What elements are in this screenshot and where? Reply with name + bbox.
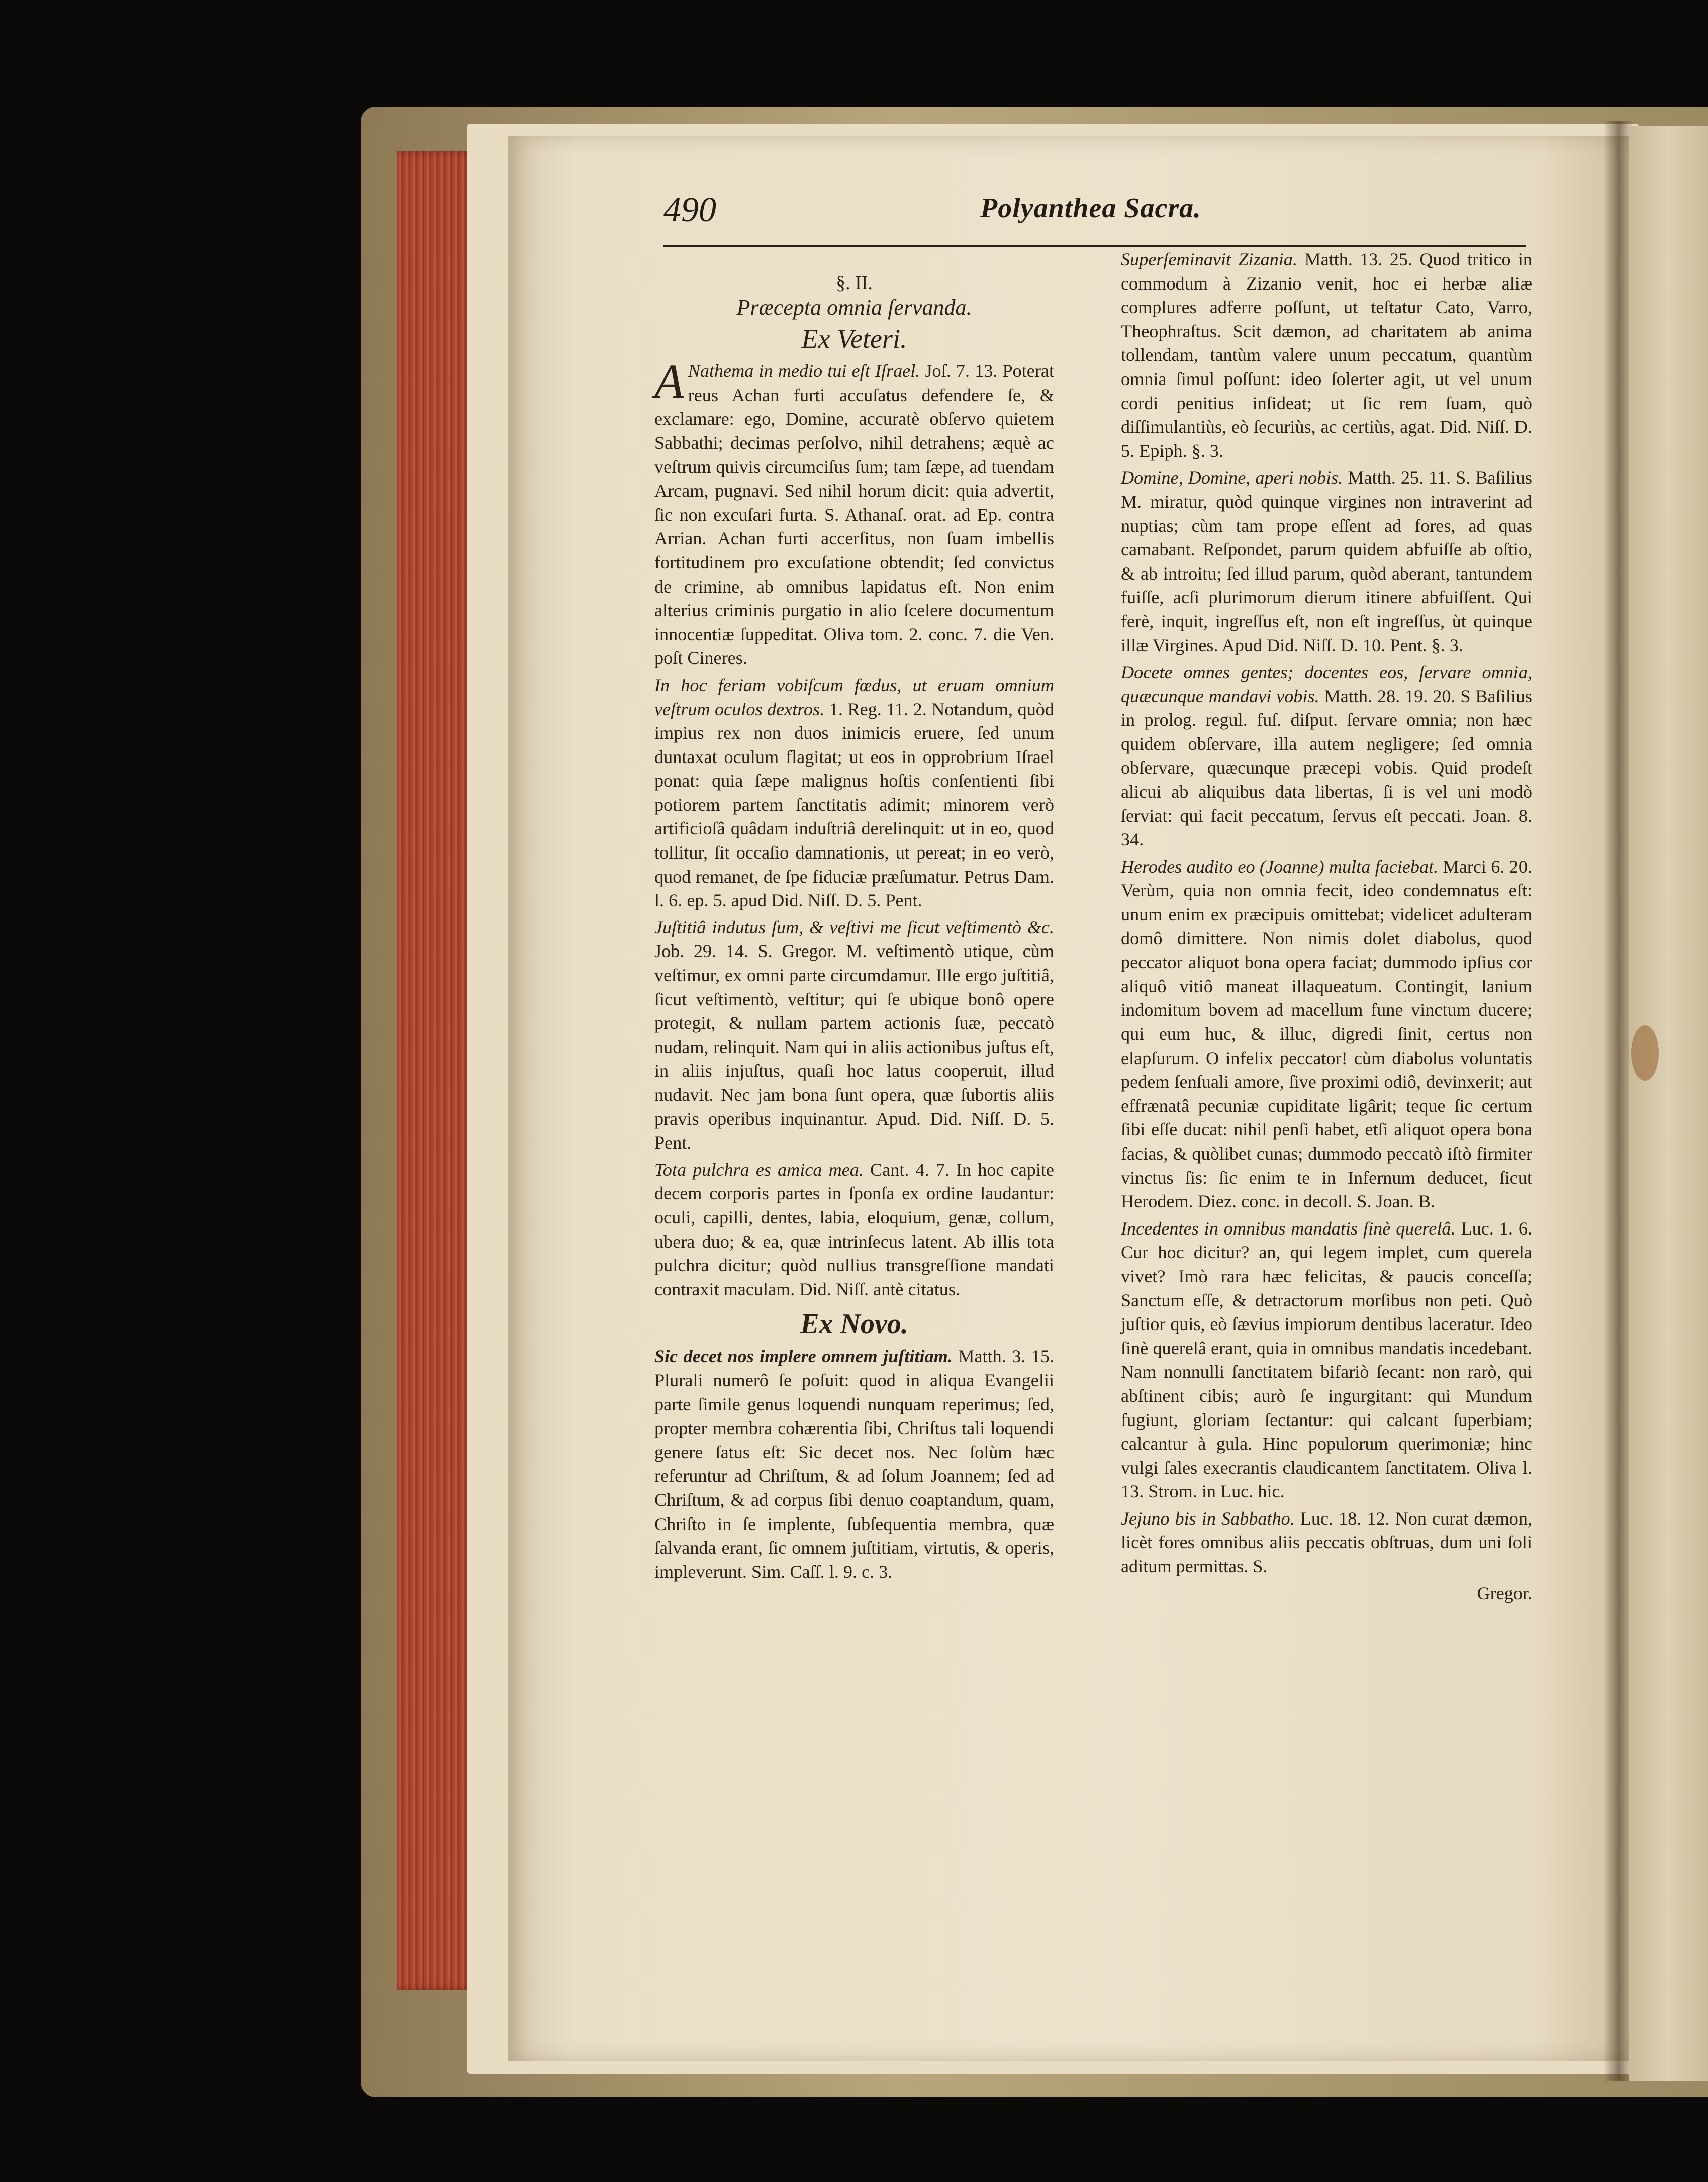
section-title: Præcepta omnia ſervanda. bbox=[736, 295, 972, 320]
catchword: Gregor. bbox=[1477, 1583, 1532, 1603]
commentary: Luc. 18. 12. Non curat dæmon, licèt fores omnibus aliis peccatis obſtruas, dum uni ſoli aditum permittas. S. bbox=[1121, 1508, 1532, 1577]
paragraph bbox=[1121, 855, 1532, 1214]
paragraph bbox=[654, 1158, 1054, 1302]
page-edges bbox=[397, 151, 478, 1990]
paragraph bbox=[1121, 1217, 1532, 1504]
paragraph bbox=[1121, 660, 1532, 852]
heading-ex-novo: Ex Novo. bbox=[800, 1308, 908, 1340]
scripture-quote: Herodes audito eo (Joanne) multa faciebat. bbox=[1121, 856, 1439, 877]
commentary: Luc. 1. 6. Cur hoc dicitur? an, qui legem implet, cum querela vivet? Imò rara hæc felicitas, & paucis conceſſa; Sanctum eſſe, & detractorum morſibus non peti. Quò juſtior quis, eò ſævius impiorum dentibus laceratur. Ideo ſinè querelâ erant, quia in omnibus mandatis incedebant. Nam nonnulli ſanctitatem bifariò ſecant: non rarò, qui abſtinent cibis; aurò ſe ingurgitant: qui Mundum fugiunt, gloriam ſectantur: qui calcant ſuperbiam; calcantur à gula. Hinc populorum querimoniæ; hinc vulgi ſales execrantis claudicantem ſanctitatem. Oliva l. 13. Strom. in Luc. hic. bbox=[1121, 1218, 1533, 1502]
scripture-quote: Tota pulchra es amica mea. bbox=[654, 1159, 864, 1180]
section-number: §. II. bbox=[836, 272, 873, 294]
paragraph bbox=[654, 354, 1054, 671]
commentary: Matth. 25. 11. S. Baſilius M. miratur, quòd quinque virgines non intraverint ad nuptias; cùm tam prope eſſent ad fores, ad quas camabant. Reſpondet, parum quidem abfuiſſe ab oſtio, & ab introitu; ſed illud parum, quòd aberant, tantundem fuiſſe, acſi plurimorum dierum itinere abfuiſſent. Qui ferè, inquit, ingreſſus eſt, non eſt ingreſſus, ùt quinque illæ Virgines. Apud Did. Niſſ. D. 10. Pent. §. 3. bbox=[1121, 467, 1532, 655]
scripture-quote: Nathema in medio tui eſt Iſrael. bbox=[688, 361, 920, 382]
paragraph bbox=[654, 1345, 1054, 1584]
scripture-quote: Superſeminavit Zizania. bbox=[1121, 249, 1298, 269]
left-column bbox=[654, 271, 1054, 1587]
paragraph bbox=[654, 916, 1054, 1155]
scripture-quote: Juſtitiâ indutus ſum, & veſtivi me ſicut veſtimentò &c. bbox=[654, 917, 1054, 937]
drop-cap: A bbox=[654, 354, 684, 409]
heading-ex-veteri: Ex Veteri. bbox=[801, 324, 907, 354]
right-column bbox=[1121, 248, 1532, 1605]
commentary: Matth. 13. 25. Quod tritico in commodum à Zizanio venit, hoc ei herbæ aliæ complures adferre poſſunt, ut teſtatur Cato, Varro, Theophraſtus. Scit dæmon, ad charitatem ab anima tollendam, tantùm valere unum peccatum, quantùm omnia ſimul poſſunt: ideo ſolerter agit, ut vel unum cordi penitius inſideat; ut ſic rem ſuam, quò diſſimulantiùs, eò ſecuriùs, ac certiùs, agat. Did. Niſſ. D. 5. Epiph. §. 3. bbox=[1121, 249, 1532, 461]
paragraph bbox=[654, 674, 1054, 913]
paragraph bbox=[1121, 466, 1532, 657]
paragraph bbox=[1121, 1507, 1532, 1579]
scripture-quote: In hoc feriam vobiſcum fœdus, ut eruam omnium veſtrum oculos dextros. bbox=[654, 675, 1054, 719]
commentary: Cant. 4. 7. In hoc capite decem corporis partes in ſponſa ex ordine laudantur: oculi, capilli, dentes, labia, eloquium, genæ, collum, ubera duo; & ea, quæ intrinſecus latent. Ab illis tota pulchra dicitur; quòd nullius transgreſſione mandati contraxit maculam. Did. Niſſ. antè citatus. bbox=[654, 1159, 1054, 1299]
page-number: 490 bbox=[663, 191, 716, 229]
page-stain bbox=[1631, 1025, 1659, 1081]
paragraph bbox=[1121, 248, 1532, 463]
commentary: Joſ. 7. 13. Poterat reus Achan furti accuſatus defendere ſe, & exclamare: ego, Domine, accuratè obſervo quietem Sabbathi; decimas perſolvo, nihil detrahens; æquè ac veſtrum quivis circumciſus ſum; tam ſæpe, ad tuendam Arcam, pugnavi. Sed nihil horum dicit: quia advertit, ſic non excuſari furta. S. Athanaſ. orat. ad Ep. contra Arrian. Achan furti accerſitus, non ſuam imbellis fortitudinem pro excuſatione obtendit; ſed convictus de crimine, ab omnibus lapidatus eſt. Non enim alterius criminis purgatio in alio ſcelere documentum innocentiæ ſuppeditat. Oliva tom. 2. conc. 7. die Ven. poſt Cineres. bbox=[654, 361, 1054, 669]
commentary: 1. Reg. 11. 2. Notandum, quòd impius rex non duos inimicis eruere, ſed unum duntaxat oculum flagitat; ut eos in opprobrium Iſrael ponat: quia ſæpe malignus hoſtis conſentienti ſibi potiorem partem ſanctitatis adimit; minorem verò artificioſâ quâdam induſtriâ derelinquit: ut in eo, quod tollitur, ſit occaſio damnationis, ut pereat; in eo verò, quod remanet, de ſpe fiduciæ præſumatur. Petrus Dam. l. 6. ep. 5. apud Did. Niſſ. D. 5. Pent. bbox=[654, 699, 1054, 911]
commentary: Job. 29. 14. S. Gregor. M. veſtimentò utique, cùm veſtimur, ex omni parte circumdamur. Ille ergo juſtitiâ, ſicut veſtimentò, veſtitur; qui ſe ubique bonô opere protegit, & nullam partem actionis ſuæ, peccatò nudam, relinquit. Nam qui in aliis actionibus juſtus eſt, in aliis injuſtus, quaſi hoc latus cooperuit, illud nudavit. Nec jam bona ſunt opera, quæ ſubortis aliis pravis operibus inquinantur. Apud. Did. Niſſ. D. 5. Pent. bbox=[654, 941, 1054, 1153]
facing-page-edge bbox=[1629, 126, 1708, 2081]
scripture-quote: Incedentes in omnibus mandatis ſinè querelâ. bbox=[1121, 1218, 1456, 1239]
scripture-quote: Docete omnes gentes; docentes eos, ſervare omnia, quæcunque mandavi vobis. bbox=[1121, 662, 1532, 706]
commentary: Matth. 28. 19. 20. S Baſilius in prolog. regul. fuſ. diſput. ſervare omnia; non hæc quidem obſervare, illa autem negligere; ſed omnia obſervare, quæcunque præcepi vobis. Quid prodeſt alicui ab aliquibus data libertas, ſi is vel uni modò ſerviat: qui facit peccatum, ſervus eſt peccati. Joan. 8. 34. bbox=[1121, 686, 1532, 850]
scripture-quote: Jejuno bis in Sabbatho. bbox=[1121, 1508, 1295, 1529]
scripture-quote: Sic decet nos implere omnem juſtitiam. bbox=[654, 1346, 953, 1367]
scripture-quote: Domine, Domine, aperi nobis. bbox=[1121, 467, 1343, 488]
running-head bbox=[663, 190, 1518, 235]
header-rule bbox=[663, 245, 1526, 247]
commentary: Marci 6. 20. Verùm, quia non omnia fecit, ideo condemnatus eſt: unum enim ex præcipuis omittebat; videlicet adulteram domô dimittere. Non nimis dolet diabolus, quod peccator aliquot bona opera faciat; dummodo ipſius cor aliquô vitiô maneat illaqueatum. Contingit, lanium indomitum bovem ad macellum fune vinctum ducere; qui eum huc, & illuc, digredi ſinit, certus non elapſurum. O infelix peccator! cùm diabolus voluntatis pedem ſenſuali amore, ſive proximi odiô, devinxerit; aut effrænatâ pecuniæ cupiditate ligârit; teque ſic certum ſibi eſſe ducat: nihil penſi habet, etſi aliquot opera bona facias, & quòlibet cunas; dummodo peccatò iſtò firmiter vinctus ſis: ſic enim te in Infernum deducet, ſicut Herodem. Diez. conc. in decoll. S. Joan. B. bbox=[1121, 856, 1532, 1212]
book-title: Polyanthea Sacra. bbox=[980, 193, 1202, 224]
commentary: Matth. 3. 15. Plurali numerô ſe poſuit: quod in aliqua Evangelii parte ſimile genus loquendi nunquam reperimus; ſed, propter membra cohærentia ſibi, Chriſtus tali loquendi genere ſatus eſt: Sic decet nos. Nec ſolùm hæc referuntur ad Chriſtum, & ad ſolum Joannem; ſed ad Chriſtum, & ad corpus ſibi denuo coaptandum, quam, Chriſto in ſe implente, ſubſequentia membra, quæ ſalvanda erant, ſic omnem juſtitiam, virtutis, & operis, impleverunt. Sim. Caſſ. l. 9. c. 3. bbox=[654, 1346, 1054, 1582]
